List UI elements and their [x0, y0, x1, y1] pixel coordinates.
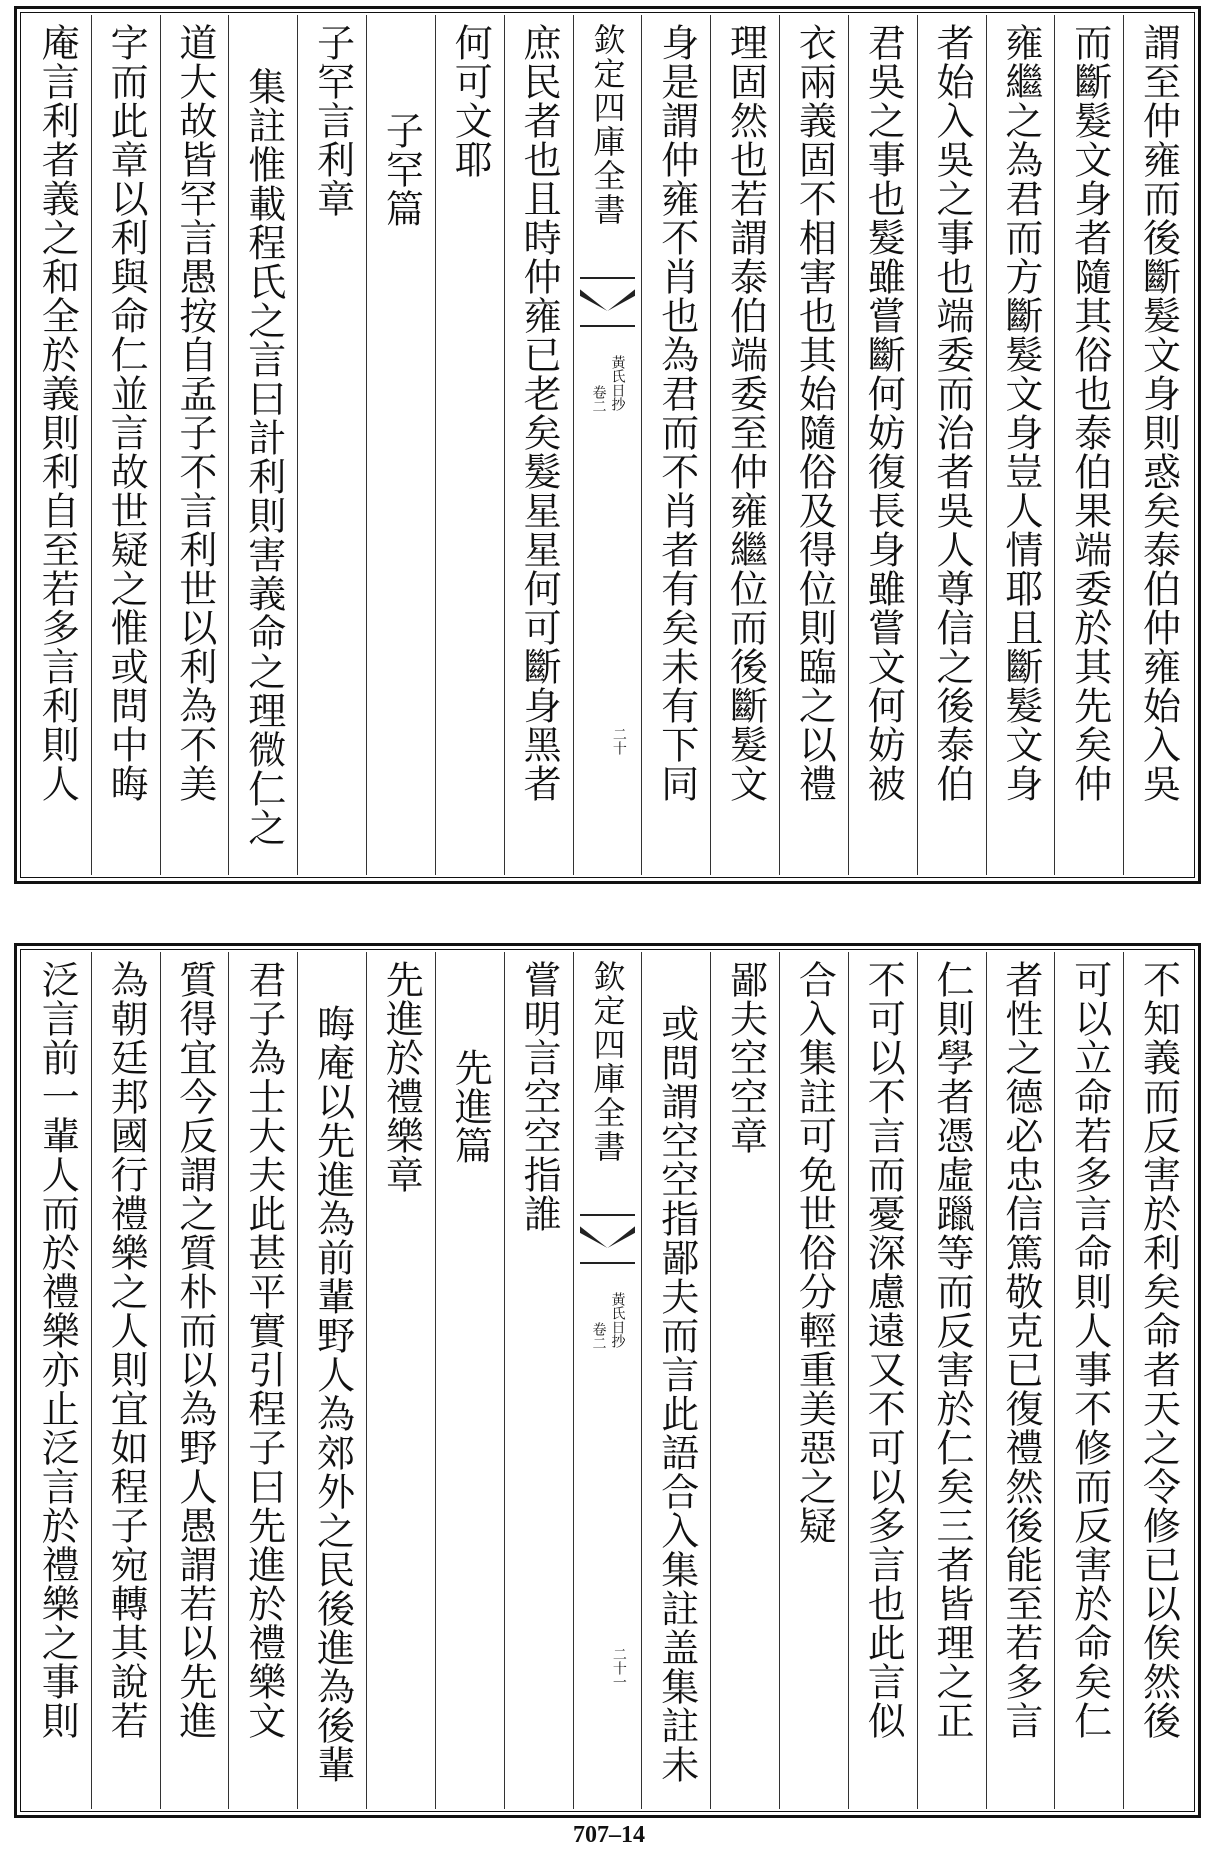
column-text: 為朝廷邦國行禮樂之人則宜如程子宛轉其說若 — [104, 960, 149, 1740]
text-column — [435, 15, 504, 875]
volume-label: 卷二 — [590, 385, 607, 413]
column-text: 集註惟載程氏之言曰計利則害義命之理微仁之 — [241, 67, 286, 847]
chapter-heading-column — [297, 15, 366, 875]
text-column — [91, 952, 160, 1809]
column-text: 庵言利者義之和全於義則利自至若多言利則人 — [35, 23, 80, 803]
center-margin — [573, 952, 642, 1809]
text-column — [23, 15, 91, 875]
bottom-columns — [23, 952, 1192, 1809]
column-text: 雍繼之為君而方斷髮文身豈人情耶且斷髮文身 — [998, 23, 1043, 803]
column-text: 理固然也若謂泰伯端委至仲雍繼位而後斷髮文 — [723, 23, 768, 803]
text-column — [1054, 952, 1123, 1809]
text-column — [160, 952, 229, 1809]
column-text: 嘗明言空空指誰 — [517, 960, 562, 1233]
text-column — [1123, 952, 1192, 1809]
column-text: 字而此章以利與命仁並言故世疑之惟或問中晦 — [104, 23, 149, 803]
column-text: 君吳之事也髮雖嘗斷何妨復長身雖嘗文何妨被 — [861, 23, 906, 803]
chapter-heading-column — [710, 952, 779, 1809]
page-number: 707–14 — [573, 1822, 645, 1848]
column-text: 道大故皆罕言愚按自孟子不言利世以利為不美 — [172, 23, 217, 803]
section-heading-column — [366, 15, 435, 875]
book-title: 黃氏日抄 — [609, 1292, 626, 1348]
text-column — [1123, 15, 1192, 875]
text-column — [848, 15, 917, 875]
column-text: 質得宜今反謂之質朴而以為野人愚謂若以先進 — [172, 960, 217, 1740]
section-heading: 子罕篇 — [379, 111, 424, 228]
text-column — [779, 15, 848, 875]
chapter-heading: 先進於禮樂章 — [379, 960, 424, 1194]
bottom-page — [14, 943, 1201, 1818]
column-text: 仁則學者憑虛躐等而反害於仁矣三者皆理之正 — [930, 960, 975, 1740]
column-text: 合入集註可免世俗分輕重美惡之疑 — [792, 960, 837, 1545]
column-text: 君子為士大夫此甚平實引程子曰先進於禮樂文 — [241, 960, 286, 1740]
column-text: 晦庵以先進為前輩野人為郊外之民後進為後輩 — [310, 1004, 355, 1784]
column-text: 不知義而反害於利矣命者天之令修已以俟然後 — [1136, 960, 1181, 1740]
text-column — [23, 952, 91, 1809]
column-text: 謂至仲雍而後斷髮文身則惑矣泰伯仲雍始入吳 — [1136, 23, 1181, 803]
text-column — [986, 952, 1055, 1809]
text-column — [917, 15, 986, 875]
fish-tail-mark — [580, 277, 636, 327]
text-column — [297, 952, 366, 1809]
column-text: 衣兩義固不相害也其始隨俗及得位則臨之以禮 — [792, 23, 837, 803]
volume-label: 卷二 — [590, 1322, 607, 1350]
book-title: 黃氏日抄 — [609, 355, 626, 411]
section-heading-column — [435, 952, 504, 1809]
text-column — [504, 952, 573, 1809]
collection-title: 欽定四庫全書 — [588, 23, 627, 227]
folio-number: 二十一 — [610, 1647, 627, 1689]
text-column — [917, 952, 986, 1809]
text-column — [986, 15, 1055, 875]
column-text: 泛言前一輩人而於禮樂亦止泛言於禮樂之事則 — [35, 960, 80, 1740]
column-text: 或問謂空空指鄙夫而言此語合入集註盖集註未 — [654, 1004, 699, 1784]
text-column — [91, 15, 160, 875]
text-column — [779, 952, 848, 1809]
column-text: 可以立命若多言命則人事不修而反害於命矣仁 — [1067, 960, 1112, 1740]
column-text: 庶民者也且時仲雍已老矣髮星星何可斷身黑者 — [517, 23, 562, 803]
text-column — [641, 952, 710, 1809]
column-text: 而斷髮文身者隨其俗也泰伯果端委於其先矣仲 — [1067, 23, 1112, 803]
text-column — [228, 952, 297, 1809]
column-text: 者始入吳之事也端委而治者吳人尊信之後泰伯 — [930, 23, 975, 803]
top-columns — [23, 15, 1192, 875]
column-text: 身是謂仲雍不肖也為君而不肖者有矣未有下同 — [654, 23, 699, 803]
folio-number: 二十 — [610, 727, 627, 755]
top-page — [14, 6, 1201, 884]
chapter-heading: 鄙夫空空章 — [723, 960, 768, 1155]
text-column — [1054, 15, 1123, 875]
text-column — [641, 15, 710, 875]
text-column — [710, 15, 779, 875]
collection-title: 欽定四庫全書 — [588, 960, 627, 1164]
fish-tail-mark — [580, 1214, 636, 1264]
text-column — [504, 15, 573, 875]
center-margin — [573, 15, 642, 875]
text-column — [228, 15, 297, 875]
text-column — [848, 952, 917, 1809]
column-text: 者性之德必忠信篤敬克已復禮然後能至若多言 — [998, 960, 1043, 1740]
text-column — [160, 15, 229, 875]
column-text: 不可以不言而憂深慮遠又不可以多言也此言似 — [861, 960, 906, 1740]
section-heading: 先進篇 — [448, 1048, 493, 1165]
chapter-heading-column — [366, 952, 435, 1809]
chapter-heading: 子罕言利章 — [310, 23, 355, 218]
column-text: 何可文耶 — [448, 23, 493, 179]
